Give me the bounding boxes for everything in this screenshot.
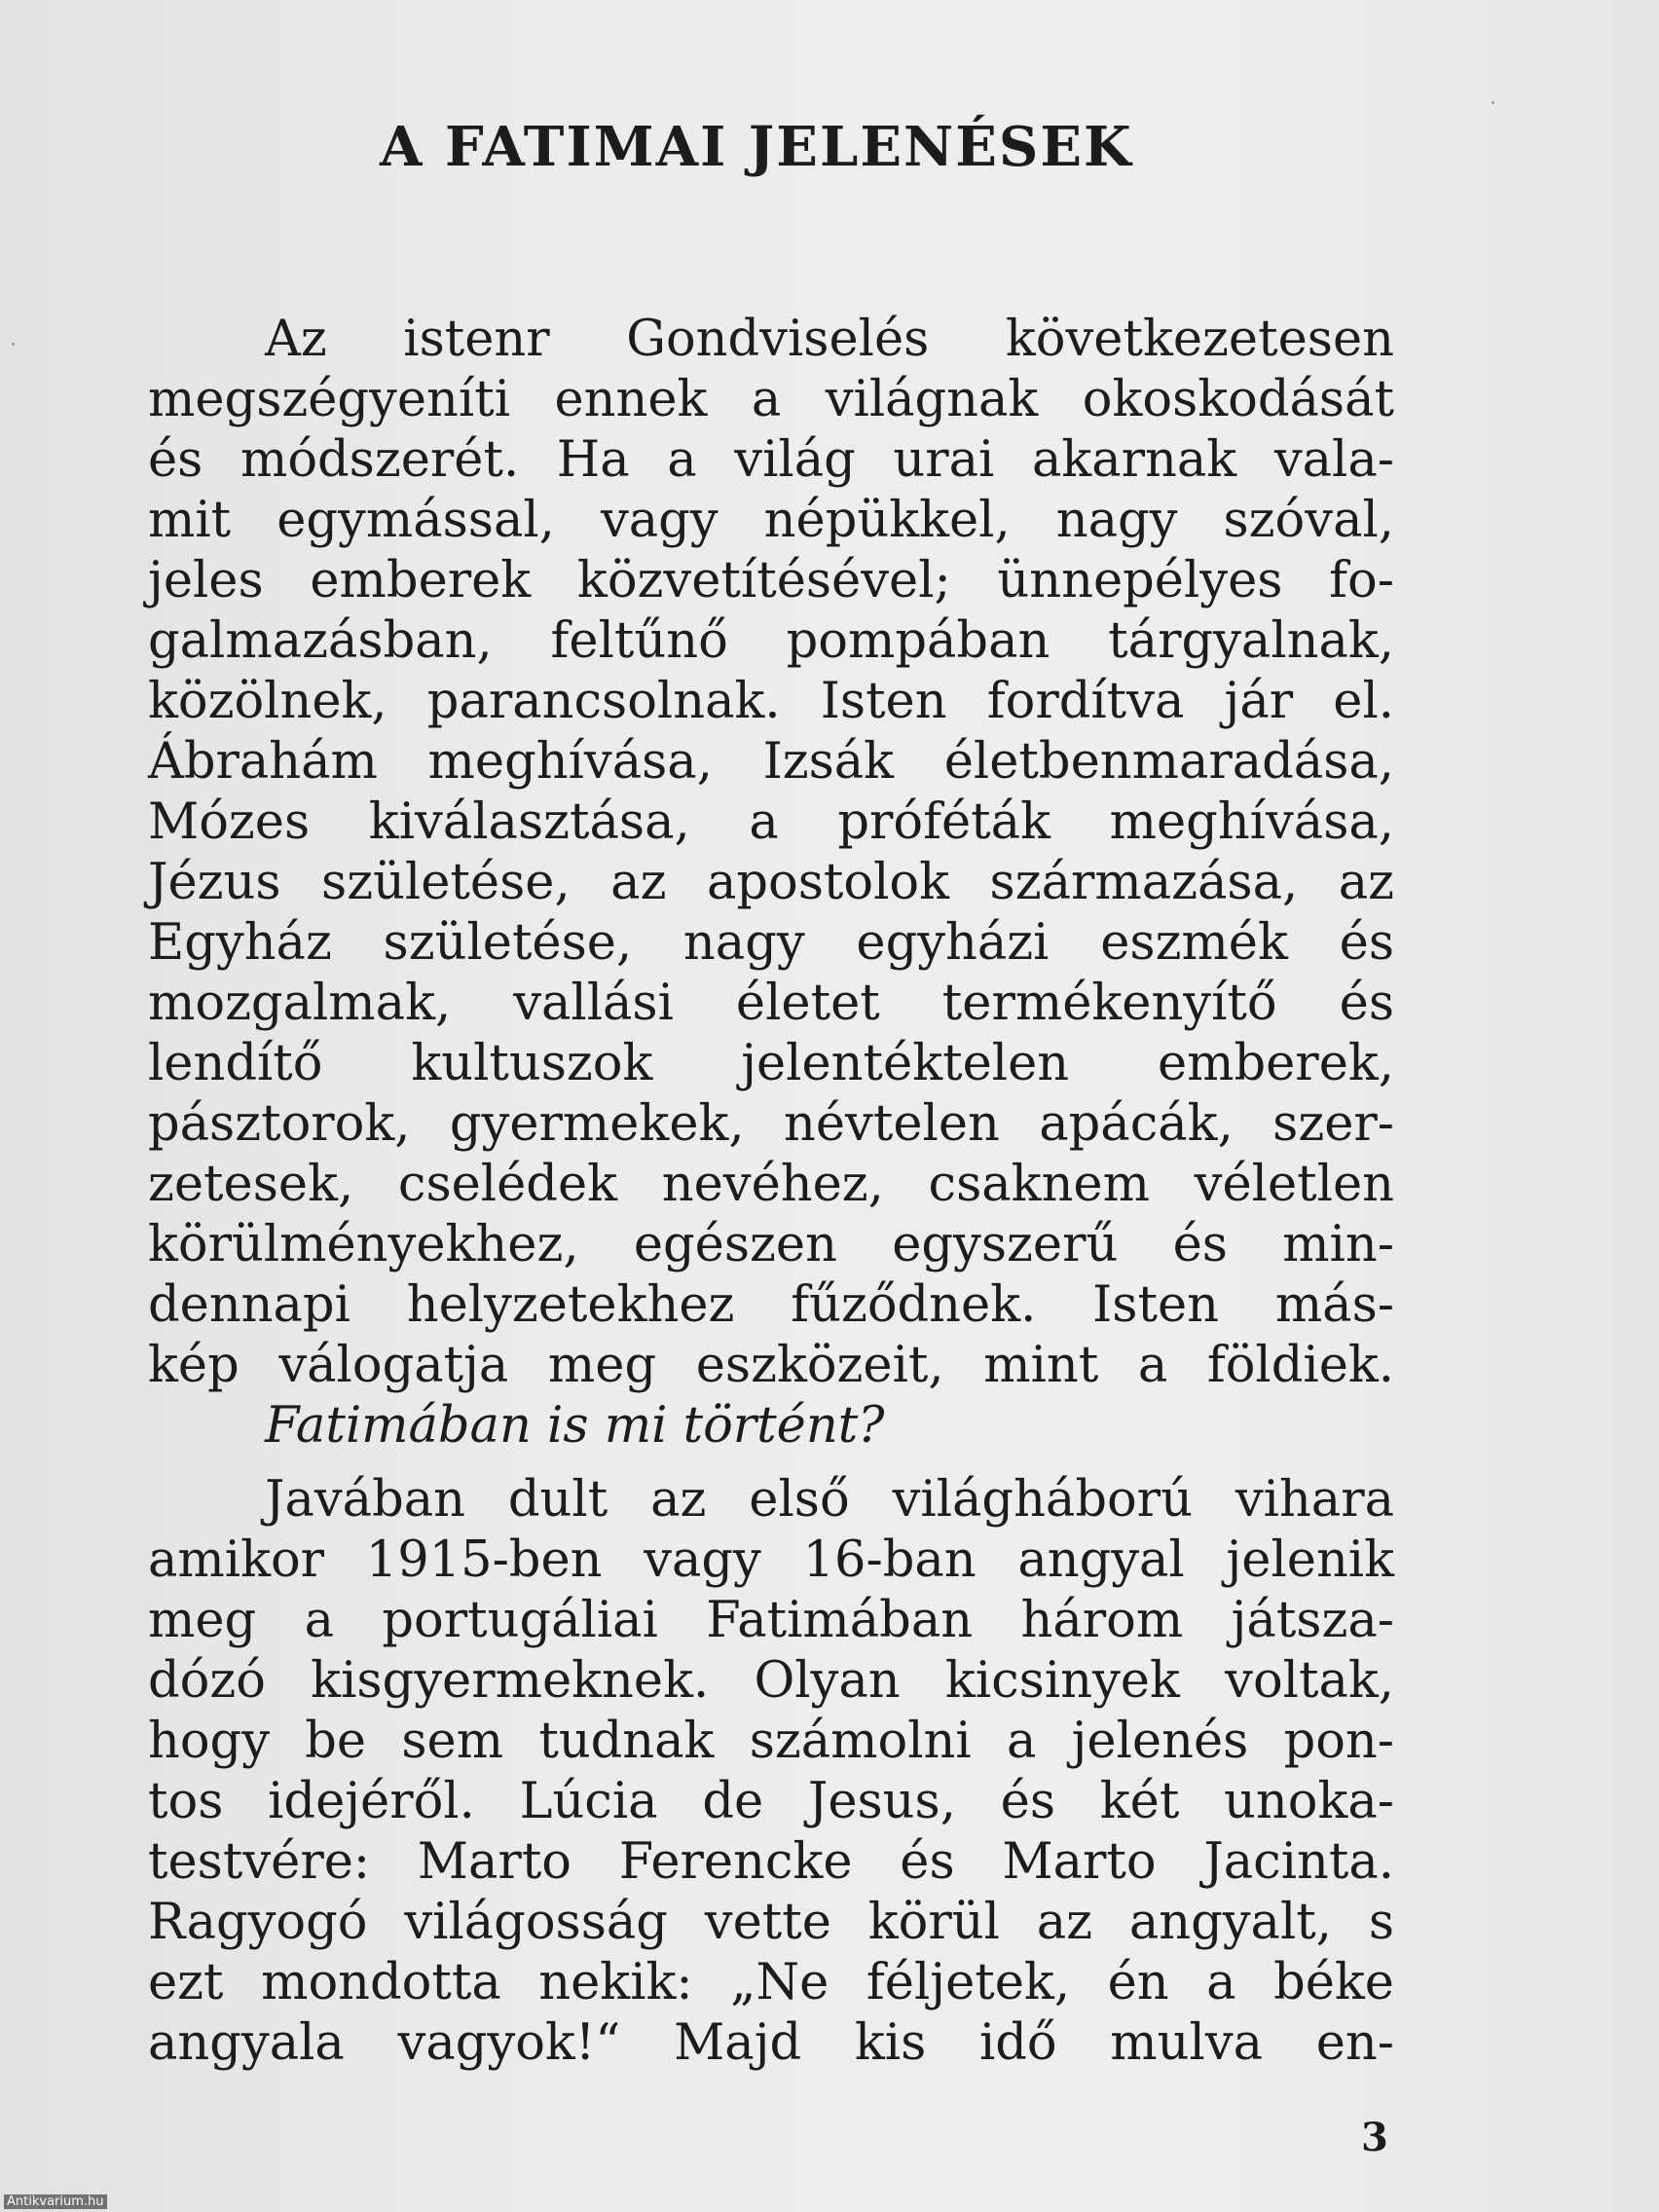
text-line: lendítő kultuszok jelentéktelen emberek,: [148, 1035, 1394, 1092]
paper-speck: [12, 343, 15, 346]
text-line: jeles emberek közvetítésével; ünnepélyes fo-: [148, 552, 1394, 609]
text-line: testvére: Marto Ferencke és Marto Jacinta.: [148, 1833, 1394, 1891]
text-line: Az istenr Gondviselés következetesen: [265, 311, 1394, 368]
text-line: tos idejéről. Lúcia de Jesus, és két unoka-: [148, 1773, 1394, 1830]
chapter-title: A FATIMAI JELENÉSEK: [380, 115, 1133, 179]
text-line: meg a portugáliai Fatimában három játsza-: [148, 1592, 1394, 1649]
text-line: zetesek, cselédek nevéhez, csaknem véletlen: [148, 1156, 1394, 1213]
text-line: közölnek, parancsolnak. Isten fordítva jár el.: [148, 673, 1394, 730]
text-line: mit egymással, vagy népükkel, nagy szóval,: [148, 492, 1394, 549]
text-line: angyala vagyok!“ Majd kis idő mulva en-: [148, 2014, 1394, 2072]
text-line: hogy be sem tudnak számolni a jelenés pon-: [148, 1713, 1394, 1770]
italic-question: Fatimában is mi történt?: [265, 1397, 885, 1455]
text-line: pásztorok, gyermekek, névtelen apácák, szer-: [148, 1095, 1394, 1153]
text-line: amikor 1915-ben vagy 16-ban angyal jelenik: [148, 1531, 1394, 1589]
text-line: Ragyogó világosság vette körül az angyalt, s: [148, 1894, 1394, 1951]
text-line: Egyház születése, nagy egyházi eszmék és: [148, 914, 1394, 972]
text-line: kép válogatja meg eszközeit, mint a földiek.: [148, 1337, 1394, 1394]
text-line: mozgalmak, vallási életet termékenyítő és: [148, 975, 1394, 1032]
watermark: Antikvarium.hu: [4, 2194, 107, 2209]
text-line: és módszerét. Ha a világ urai akarnak vala-: [148, 431, 1394, 489]
text-line: megszégyeníti ennek a világnak okoskodását: [148, 371, 1394, 428]
text-line: Javában dult az első világháború vihara: [265, 1471, 1394, 1529]
text-line: dennapi helyzetekhez fűződnek. Isten más-: [148, 1276, 1394, 1334]
page-number: 3: [1361, 2115, 1388, 2160]
text-line: dózó kisgyermeknek. Olyan kicsinyek voltak,: [148, 1652, 1394, 1710]
text-line: galmazásban, feltűnő pompában tárgyalnak,: [148, 612, 1394, 670]
text-line: körülményekhez, egészen egyszerű és min-: [148, 1216, 1394, 1273]
text-line: Ábrahám meghívása, Izsák életbenmaradása,: [148, 733, 1394, 791]
text-line: Mózes kiválasztása, a próféták meghívása,: [148, 793, 1394, 851]
paper-speck: [1492, 101, 1494, 104]
text-line: Jézus születése, az apostolok származása, az: [148, 854, 1394, 911]
text-line: ezt mondotta nekik: „Ne féljetek, én a béke: [148, 1954, 1394, 2011]
